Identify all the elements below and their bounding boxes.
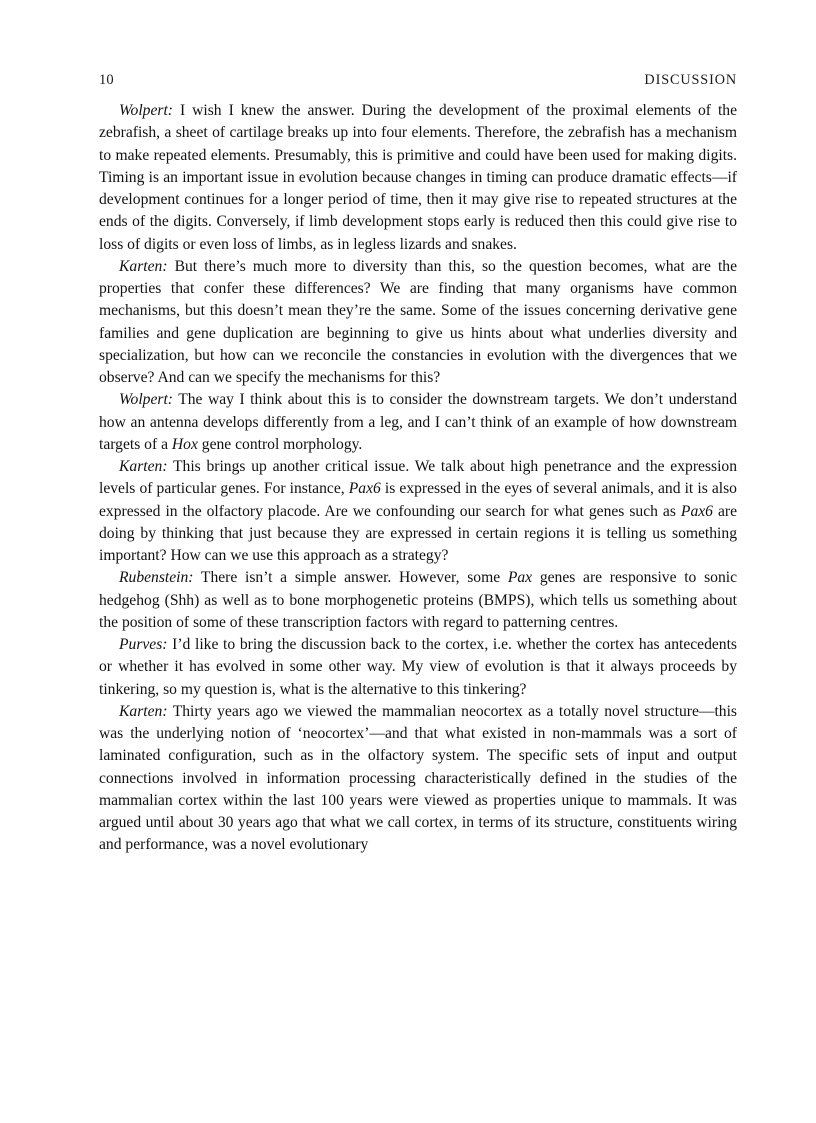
paragraph-text: I wish I knew the answer. During the development of the proximal elements of the zebrafish, a sheet of cartilage breaks up into four elements. Therefore, the zebrafish has a mechanism to make repeated elements. Presumably, this is primitive and could have been used for making digits. Timing is an important issue in evolution because changes in timing can produce dramatic effects—if development continues for a longer period of time, then it may give rise to repeated structures at the ends of the digits. Conversely, if limb development stops early is reduced then this could give rise to loss of digits or even loss of limbs, as in legless lizards and snakes. xyxy=(99,102,737,253)
speaker-name: Wolpert: xyxy=(119,102,173,119)
gene-name-pax: Pax xyxy=(507,569,533,587)
paragraph-text: Thirty years ago we viewed the mammalian neocortex as a totally novel structure—this was the underlying notion of ‘neocortex’—and that what existed in non-mammals was a sort of laminated configuration, such as in the olfactory system. The specific sets of input and output connections involved in information processing characteristically defined in the studies of the mammalian cortex within the last 100 years were viewed as properties unique to mammals. It was argued until about 30 years ago that what we call cortex, in terms of its structure, constituents wiring and performance, was a novel evolutionary xyxy=(99,702,737,854)
paragraph-karten-1 xyxy=(99,256,737,390)
paragraph-wolpert-2 xyxy=(99,389,737,456)
speaker-name: Karten: xyxy=(119,458,168,475)
paragraph-text: genes are responsive to sonic hedgehog (Shh) as well as to bone morphogenetic proteins (BMPS), which tells us something about the position of some of these transcription factors with regard to patterning centres. xyxy=(99,569,737,631)
paragraph-text: But there’s much more to diversity than this, so the question becomes, what are the properties that confer these differences? We are finding that many organisms have common mechanisms, but this doesn’t mean they’re the same. Some of the issues concerning derivative gene families and gene duplication are beginning to give us hints about what underlies diversity and specialization, but how can we reconcile the constancies in evolution with the divergences that we observe? And can we specify the mechanisms for this? xyxy=(99,257,737,386)
paragraph-karten-2 xyxy=(99,456,737,567)
speaker-name: Rubenstein: xyxy=(119,569,194,587)
paragraph-text: This brings up another critical issue. We talk about high penetrance and the expression levels of particular genes. For instance, xyxy=(99,458,737,498)
paragraph-karten-3 xyxy=(99,701,737,857)
paragraph-text: The way I think about this is to consider the downstream targets. We don’t understand how an antenna develops differently from a leg, and I can’t think of an example of how downstream targets of a xyxy=(99,391,737,453)
gene-name-pax6: Pax6 xyxy=(348,480,381,498)
paragraph-text: is expressed in the eyes of several animals, and it is also expressed in the olfactory placode. Are we confounding our search for what genes such as xyxy=(99,480,737,520)
speaker-name: Wolpert: xyxy=(119,391,173,409)
paragraph-text: are doing by thinking that just because they are expressed in certain regions it is telling us something important? How can we use this approach as a strategy? xyxy=(99,502,737,564)
paragraph-text: There isn’t a simple answer. However, some xyxy=(193,569,508,587)
running-head-title: DISCUSSION xyxy=(644,72,737,88)
body-text-block xyxy=(99,100,737,857)
paragraph-wolpert-1 xyxy=(99,100,737,256)
speaker-name: Purves: xyxy=(119,636,168,653)
speaker-name: Karten: xyxy=(119,257,168,275)
gene-name-hox: Hox xyxy=(171,435,198,453)
paragraph-text: I’d like to bring the discussion back to the cortex, i.e. whether the cortex has antecedents or whether it has evolved in some other way. My view of evolution is that it always proceeds by tinkering, so my question is, what is the alternative to this tinkering? xyxy=(99,636,737,698)
paragraph-text: gene control morphology. xyxy=(197,435,363,453)
paragraph-purves-1 xyxy=(99,634,737,701)
gene-name-pax6: Pax6 xyxy=(680,502,713,520)
speaker-name: Karten: xyxy=(119,702,168,720)
page-number: 10 xyxy=(99,72,114,88)
paragraph-rubenstein-1 xyxy=(99,567,737,634)
running-head xyxy=(99,71,737,89)
